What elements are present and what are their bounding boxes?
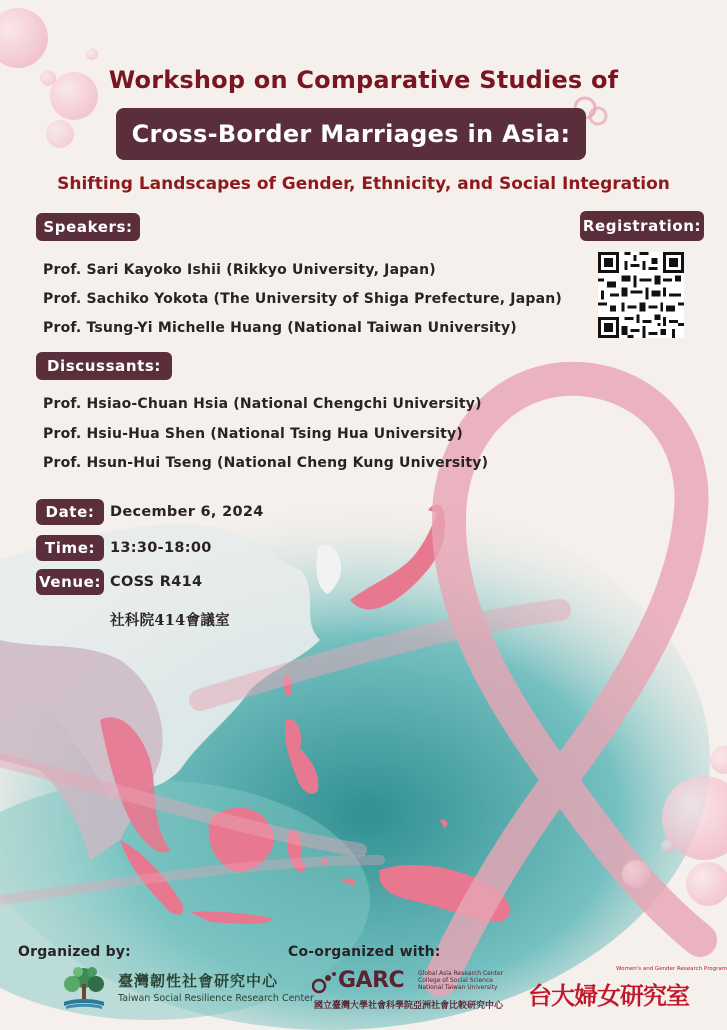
women-program-name-en: Women's and Gender Research Program bbox=[616, 966, 727, 972]
title-line-2: Cross-Border Marriages in Asia: bbox=[131, 120, 571, 148]
date-label: Date: bbox=[36, 499, 104, 525]
qr-code-icon[interactable] bbox=[598, 252, 684, 338]
subtitle: Shifting Landscapes of Gender, Ethnicity, and Social Integration bbox=[57, 174, 670, 194]
garc-name-zh: 國立臺灣大學社會科學院亞洲社會比較研究中心 bbox=[314, 1001, 504, 1011]
garc-line-3: National Taiwan University bbox=[418, 984, 498, 991]
garc-logo bbox=[310, 964, 510, 1014]
title-line-1: Workshop on Comparative Studies of bbox=[108, 66, 619, 94]
discussant-item: Prof. Hsiu-Hua Shen (National Tsing Hua University) bbox=[43, 426, 463, 442]
speakers-label: Speakers: bbox=[36, 213, 140, 241]
garc-line-1: Global Asia Research Center bbox=[418, 970, 504, 977]
tsrrc-logo bbox=[56, 964, 314, 1014]
time-value: 13:30-18:00 bbox=[110, 540, 212, 556]
women-program-name-zh: 台大婦女研究室 bbox=[528, 981, 689, 1010]
venue-room-zh: 社科院414會議室 bbox=[110, 612, 230, 629]
co-organized-label: Co-organized with: bbox=[288, 944, 441, 960]
discussant-item: Prof. Hsiao-Chuan Hsia (National Chengchi University) bbox=[43, 396, 482, 412]
speaker-item: Prof. Sari Kayoko Ishii (Rikkyo University, Japan) bbox=[43, 262, 436, 278]
title-banner bbox=[116, 108, 586, 160]
tsrrc-name-en: Taiwan Social Resilience Research Center bbox=[118, 993, 314, 1004]
tree-logo-icon bbox=[56, 964, 112, 1012]
women-gender-program-logo bbox=[528, 964, 727, 1014]
garc-line-2: College of Social Science bbox=[418, 977, 493, 984]
tsrrc-name-zh: 臺灣韌性社會研究中心 bbox=[118, 972, 279, 990]
garc-bubbles-icon bbox=[312, 970, 338, 994]
venue-value: COSS R414 bbox=[110, 574, 203, 590]
discussants-label: Discussants: bbox=[36, 352, 172, 380]
time-label: Time: bbox=[36, 535, 104, 561]
speaker-item: Prof. Sachiko Yokota (The University of Shiga Prefecture, Japan) bbox=[43, 291, 562, 307]
venue-label: Venue: bbox=[36, 569, 104, 595]
registration-label: Registration: bbox=[580, 211, 704, 241]
date-value: December 6, 2024 bbox=[110, 504, 264, 520]
speaker-item: Prof. Tsung-Yi Michelle Huang (National Taiwan University) bbox=[43, 320, 517, 336]
garc-wordmark: GARC bbox=[338, 968, 405, 993]
discussant-item: Prof. Hsun-Hui Tseng (National Cheng Kung University) bbox=[43, 455, 489, 471]
organized-by-label: Organized by: bbox=[18, 944, 131, 960]
